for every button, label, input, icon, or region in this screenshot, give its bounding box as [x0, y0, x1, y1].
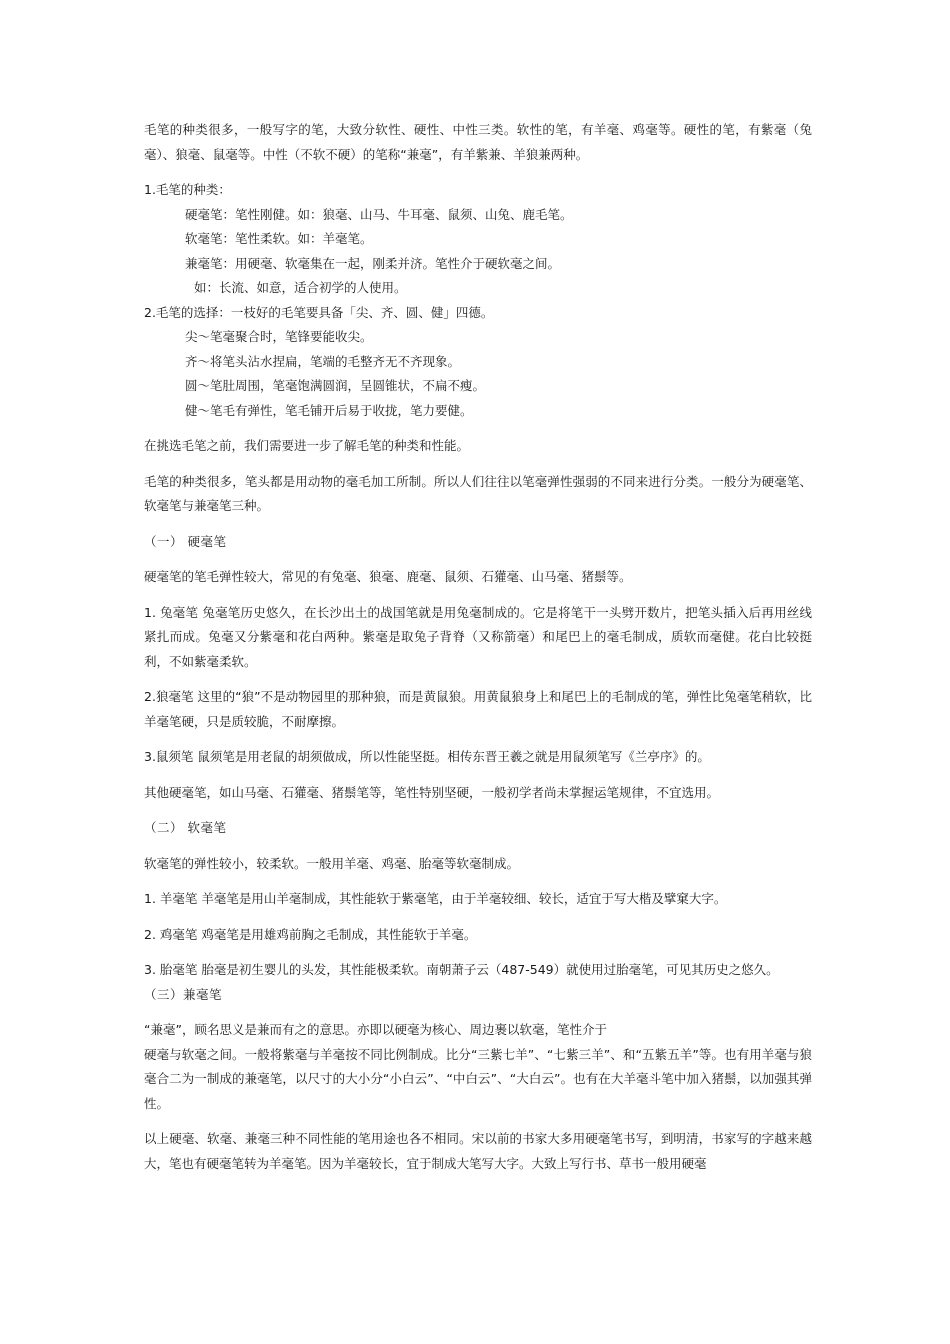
intro-paragraph: 毛笔的种类很多，一般写字的笔，大致分软性、硬性、中性三类。软性的笔，有羊毫、鸡毫等。硬性的笔，有紫毫（兔毫）、狼毫、鼠毫等。中性（不软不硬）的笔称“兼毫”，有羊紫兼、羊狼兼两种。: [144, 122, 812, 162]
goat-brush-paragraph: 1. 羊毫笔 羊毫笔是用山羊毫制成，其性能软于紫毫笔，由于羊毫较细、较长，适宜于写大楷及擘窠大字。: [144, 891, 727, 906]
wolf-brush-paragraph: 2.狼毫笔 这里的“狼”不是动物园里的那种狼，而是黄鼠狼。用黄鼠狼身上和尾巴上的毛制成的笔，弹性比兔毫笔稍软，比羊毫笔硬，只是质较脆，不耐摩擦。: [144, 689, 812, 729]
virtue-jian2: 健～笔毛有弹性，笔毛铺开后易于收拢，笔力要健。: [185, 402, 473, 418]
virtue-jian: 尖～笔毫聚合时，笔锋要能收尖。: [185, 329, 373, 344]
section-hard-desc: 硬毫笔的笔毛弹性较大，常见的有兔毫、狼毫、鹿毫、鼠须、石獾毫、山马毫、猪鬃等。: [144, 569, 632, 584]
section-hard-title: （一） 硬毫笔: [144, 533, 227, 549]
chicken-brush-paragraph: 2. 鸡毫笔 鸡毫笔是用雄鸡前胸之毛制成，其性能软于羊毫。: [144, 926, 477, 942]
section-soft-desc: 软毫笔的弹性较小，较柔软。一般用羊毫、鸡毫、胎毫等软毫制成。: [144, 855, 520, 871]
before-choose-paragraph: 在挑选毛笔之前，我们需要进一步了解毛笔的种类和性能。: [144, 438, 470, 453]
choose-heading: 2.毛笔的选择：一枝好的毛笔要具备「尖、齐、圆、健」四德。: [144, 304, 494, 320]
section-mixed-title: （三）兼毫笔: [144, 986, 223, 1002]
virtue-qi: 齐～将笔头沾水捏扁，笔端的毛整齐无不齐现象。: [185, 353, 461, 369]
section-soft-title: （二） 软毫笔: [144, 820, 227, 835]
kind-soft-item: 软毫笔：笔性柔软。如：羊毫笔。: [185, 231, 373, 246]
other-hard-paragraph: 其他硬毫笔，如山马毫、石獾毫、猪鬃笔等，笔性特别坚硬，一般初学者尚未掌握运笔规律，不宜选用。: [144, 784, 720, 800]
mixed-paragraph-body: 硬毫与软毫之间。一般将紫毫与羊毫按不同比例制成。比分“三紫七羊”、“七紫三羊”、和“五紫五羊”等。也有用羊毫与狼毫合二为一制成的兼毫笔，以尺寸的大小分“小白云”、“中白云”、“大白云”。也有在大羊毫斗笔中加入猪鬃，以加强其弹性。: [144, 1046, 812, 1111]
kinds-heading: 1.毛笔的种类：: [144, 182, 231, 197]
virtue-yuan: 圆～笔肚周围，笔毫饱满圆润，呈圆锥状，不扁不瘦。: [185, 378, 486, 393]
rabbit-brush-paragraph: 1. 兔毫笔 兔毫笔历史悠久，在长沙出土的战国笔就是用兔毫制成的。它是将笔干一头劈开数片，把笔头插入后再用丝线紧扎而成。兔毫又分紫毫和花白两种。紫毫是取兔子背脊（又称箭毫）和尾巴上的毫毛制成，质软而毫健。花白比较挺利，不如紫毫柔软。: [144, 604, 812, 669]
usage-paragraph: 以上硬毫、软毫、兼毫三种不同性能的笔用途也各不相同。宋以前的书家大多用硬毫笔书写，到明清，书家写的字越来越大，笔也有硬毫笔转为羊毫笔。因为羊毫较长，宜于制成大笔写大字。大致上写行书、草书一般用硬毫: [144, 1131, 812, 1171]
mixed-paragraph-line1: “兼毫”，顾名思义是兼而有之的意思。亦即以硬毫为核心、周边裹以软毫，笔性介于: [144, 1022, 607, 1037]
kind-hard-item: 硬毫笔：笔性刚健。如：狼毫、山马、牛耳毫、鼠须、山兔、鹿毛笔。: [185, 206, 573, 222]
classify-paragraph: 毛笔的种类很多，笔头都是用动物的毫毛加工所制。所以人们往往以笔毫弹性强弱的不同来进行分类。一般分为硬毫笔、软毫笔与兼毫笔三种。: [144, 473, 812, 513]
fetal-brush-paragraph: 3. 胎毫笔 胎毫是初生婴儿的头发，其性能极柔软。南朝萧子云（487-549）就使用过胎毫笔，可见其历史之悠久。: [144, 962, 779, 977]
kind-mixed-example: 如：长流、如意，适合初学的人使用。: [194, 280, 407, 295]
kind-mixed-item: 兼毫笔：用硬毫、软毫集在一起，刚柔并济。笔性介于硬软毫之间。: [185, 255, 561, 271]
document-page: [144, 118, 812, 1176]
mouse-brush-paragraph: 3.鼠须笔 鼠须笔是用老鼠的胡须做成，所以性能坚挺。相传东晋王羲之就是用鼠须笔写《兰亭序》的。: [144, 749, 710, 764]
